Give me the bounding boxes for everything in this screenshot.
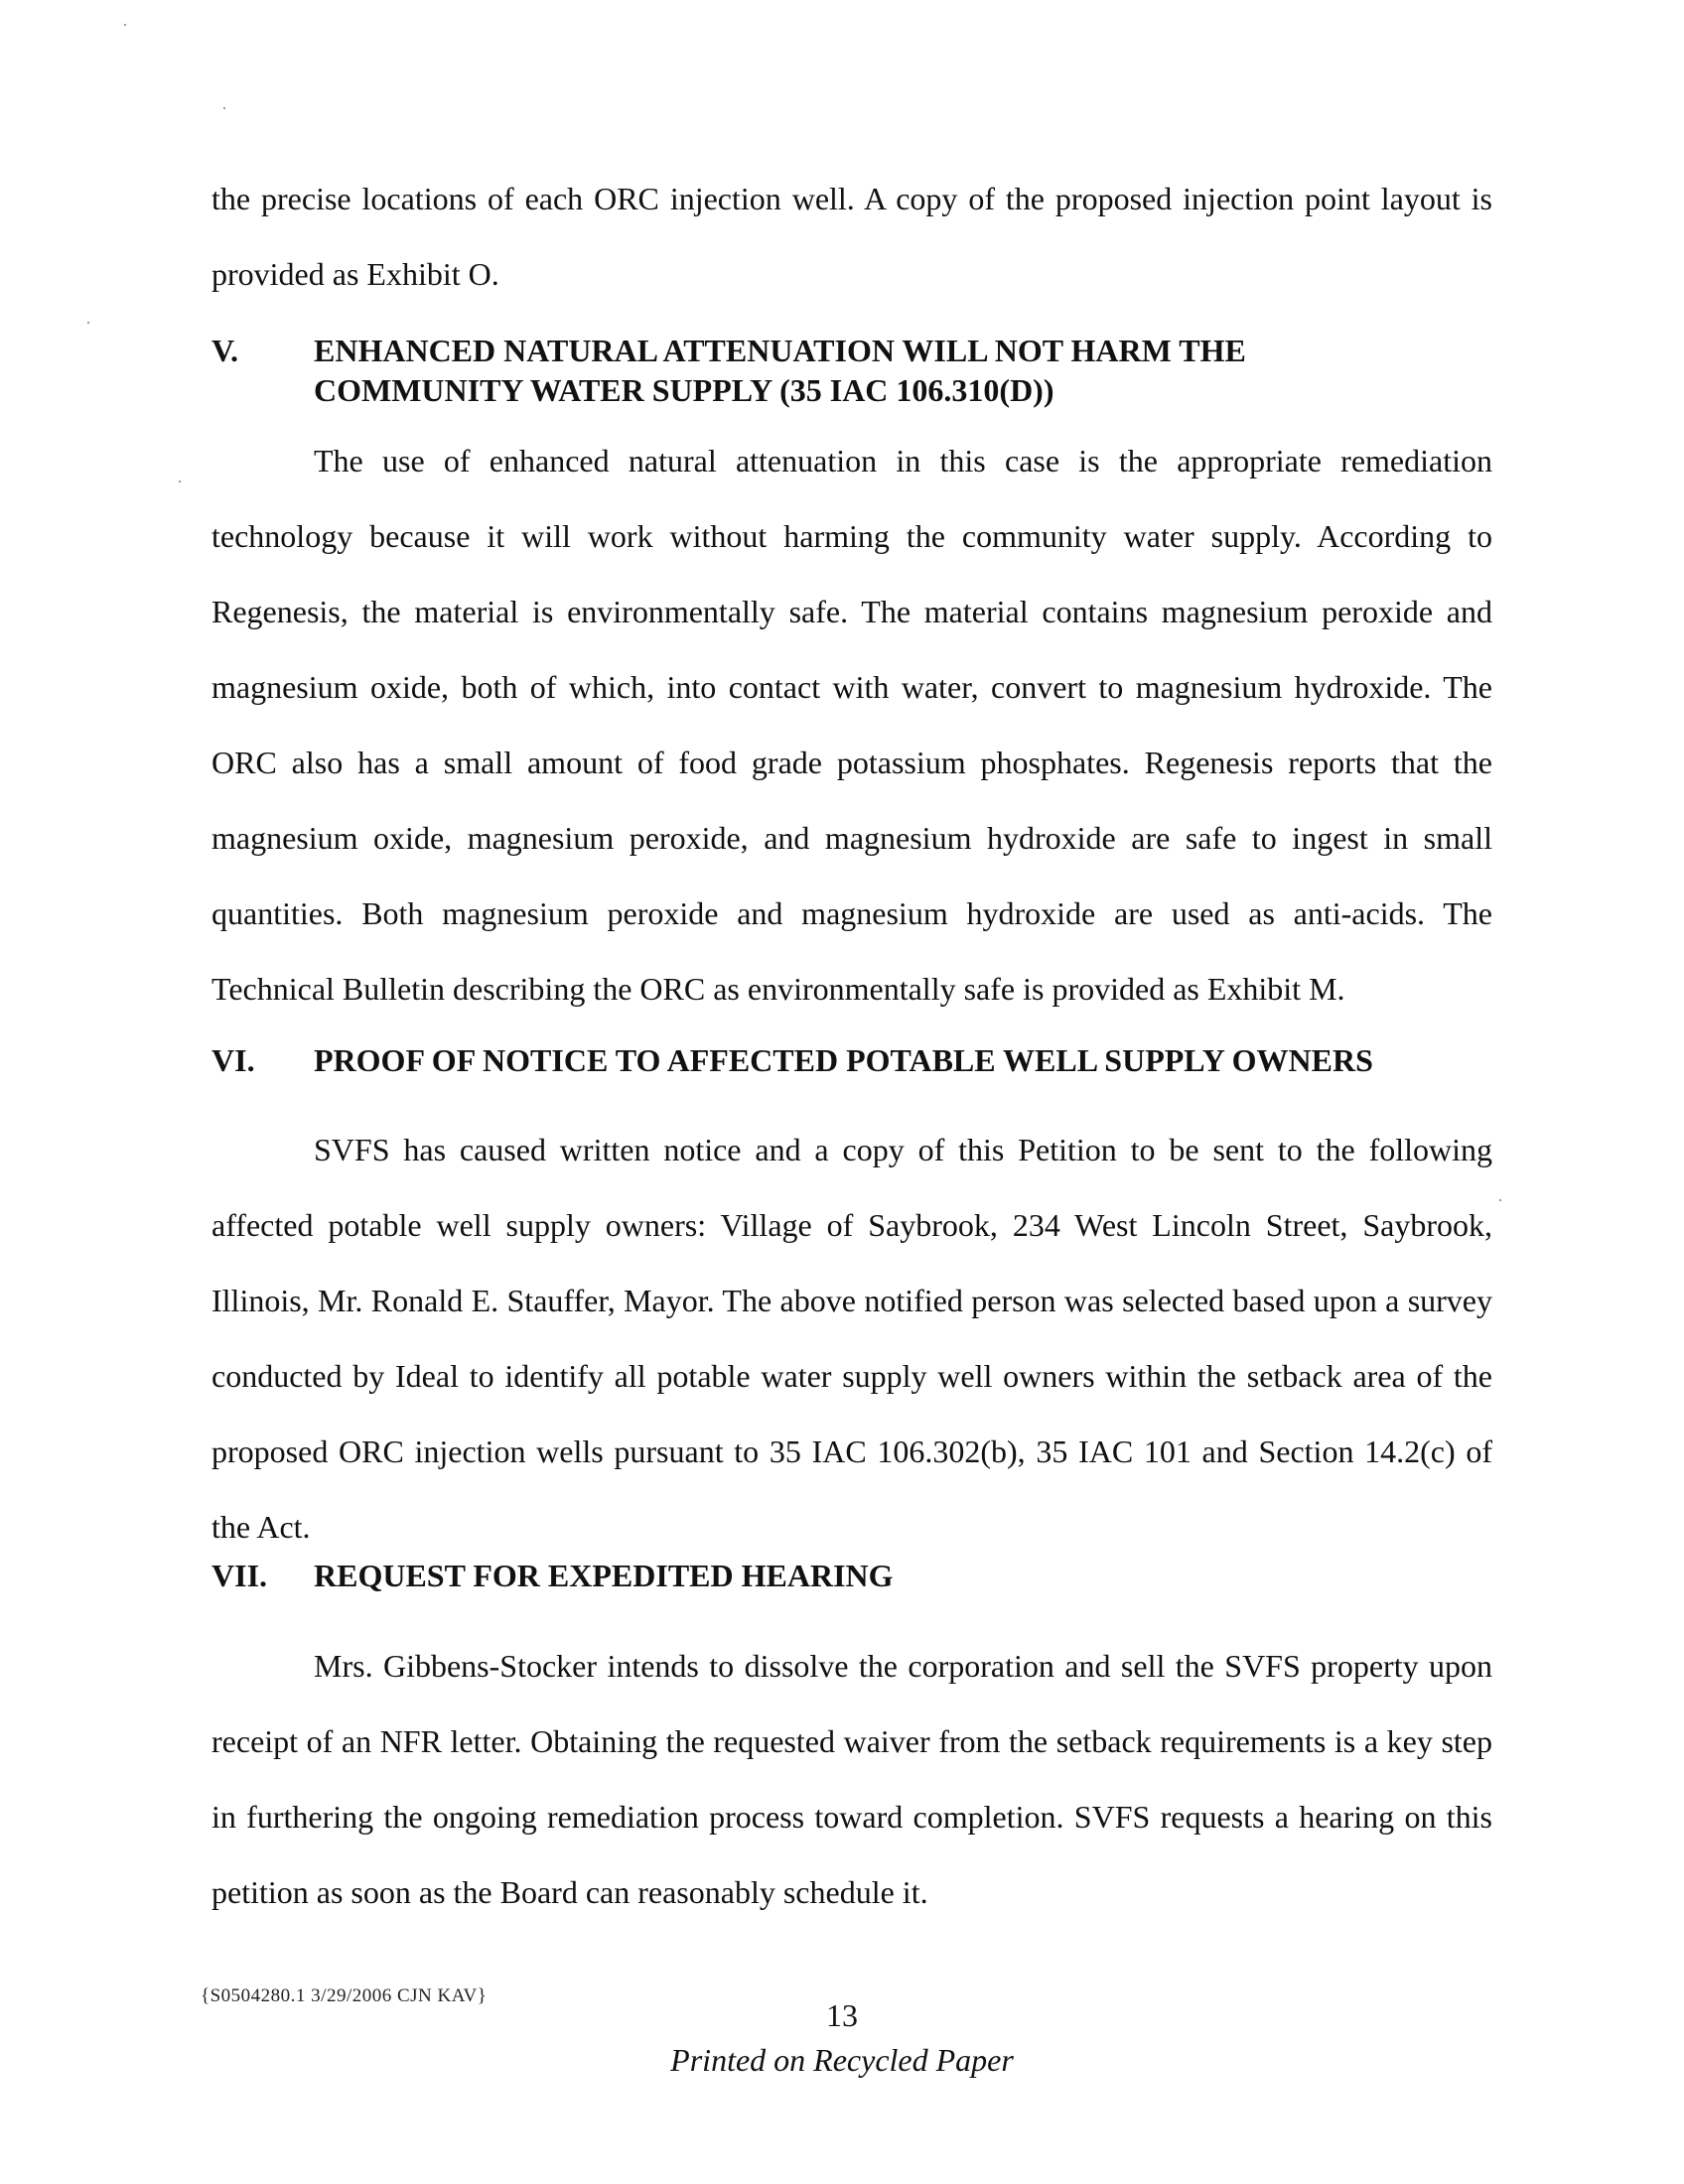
section-vi-body: SVFS has caused written notice and a copy of this Petition to be sent to the following affected potable well supply owners: Village of Saybrook, 234 West Lincoln Street, Saybrook, Illinois, Mr. Ronald E. Stauffer, Mayor. The above notified person was selected based upon a survey conducted by Ideal to identify all potable water supply well owners within the setback area of the proposed ORC injection wells pursuant to 35 IAC 106.302(b), 35 IAC 101 and Section 14.2(c) of the Act. [211,1132,1492,1545]
scan-speck [1499,1199,1501,1201]
section-heading-vii [211,1556,1502,1595]
section-number: VI. [211,1042,255,1078]
scan-speck [124,24,126,26]
section-heading-v [211,331,1502,410]
section-title-line: PROOF OF NOTICE TO AFFECTED POTABLE WELL SUPPLY OWNERS [314,1042,1373,1078]
document-reference: {S0504280.1 3/29/2006 CJN KAV} [201,1985,488,2006]
continuation-paragraph: the precise locations of each ORC injection well. A copy of the proposed injection point layout is provided as Exhibit O. [211,181,1492,292]
recycled-paper-note: Printed on Recycled Paper [670,2042,1014,2078]
scan-speck [223,107,225,109]
section-number: VII. [211,1558,268,1593]
section-title-line: ENHANCED NATURAL ATTENUATION WILL NOT HARM THE [314,333,1246,368]
section-number: V. [211,333,238,368]
section-title-line: REQUEST FOR EXPEDITED HEARING [314,1558,894,1593]
section-heading-vi [211,1040,1502,1080]
scan-speck [179,480,181,482]
section-v-body: The use of enhanced natural attenuation in this case is the appropriate remediation technology because it will work without harming the community water supply. According to Regenesis, the material is environmentally safe. The material contains magnesium peroxide and magnesium oxide, both of which, into contact with water, convert to magnesium hydroxide. The ORC also has a small amount of food grade potassium phosphates. Regenesis reports that the magnesium oxide, magnesium peroxide, and magnesium hydroxide are safe to ingest in small quantities. Both magnesium peroxide and magnesium hydroxide are used as anti-acids. The Technical Bulletin describing the ORC as environmentally safe is provided as Exhibit M. [211,443,1492,1007]
section-vii-body: Mrs. Gibbens-Stocker intends to dissolve the corporation and sell the SVFS property upon receipt of an NFR letter. Obtaining the requested waiver from the setback requirements is a key step in furthering the ongoing remediation process toward completion. SVFS requests a hearing on this petition as soon as the Board can reasonably schedule it. [211,1648,1492,1910]
scan-speck [87,322,89,324]
page-number: 13 [826,1997,858,2033]
section-title-line: COMMUNITY WATER SUPPLY (35 IAC 106.310(D)) [314,372,1054,408]
